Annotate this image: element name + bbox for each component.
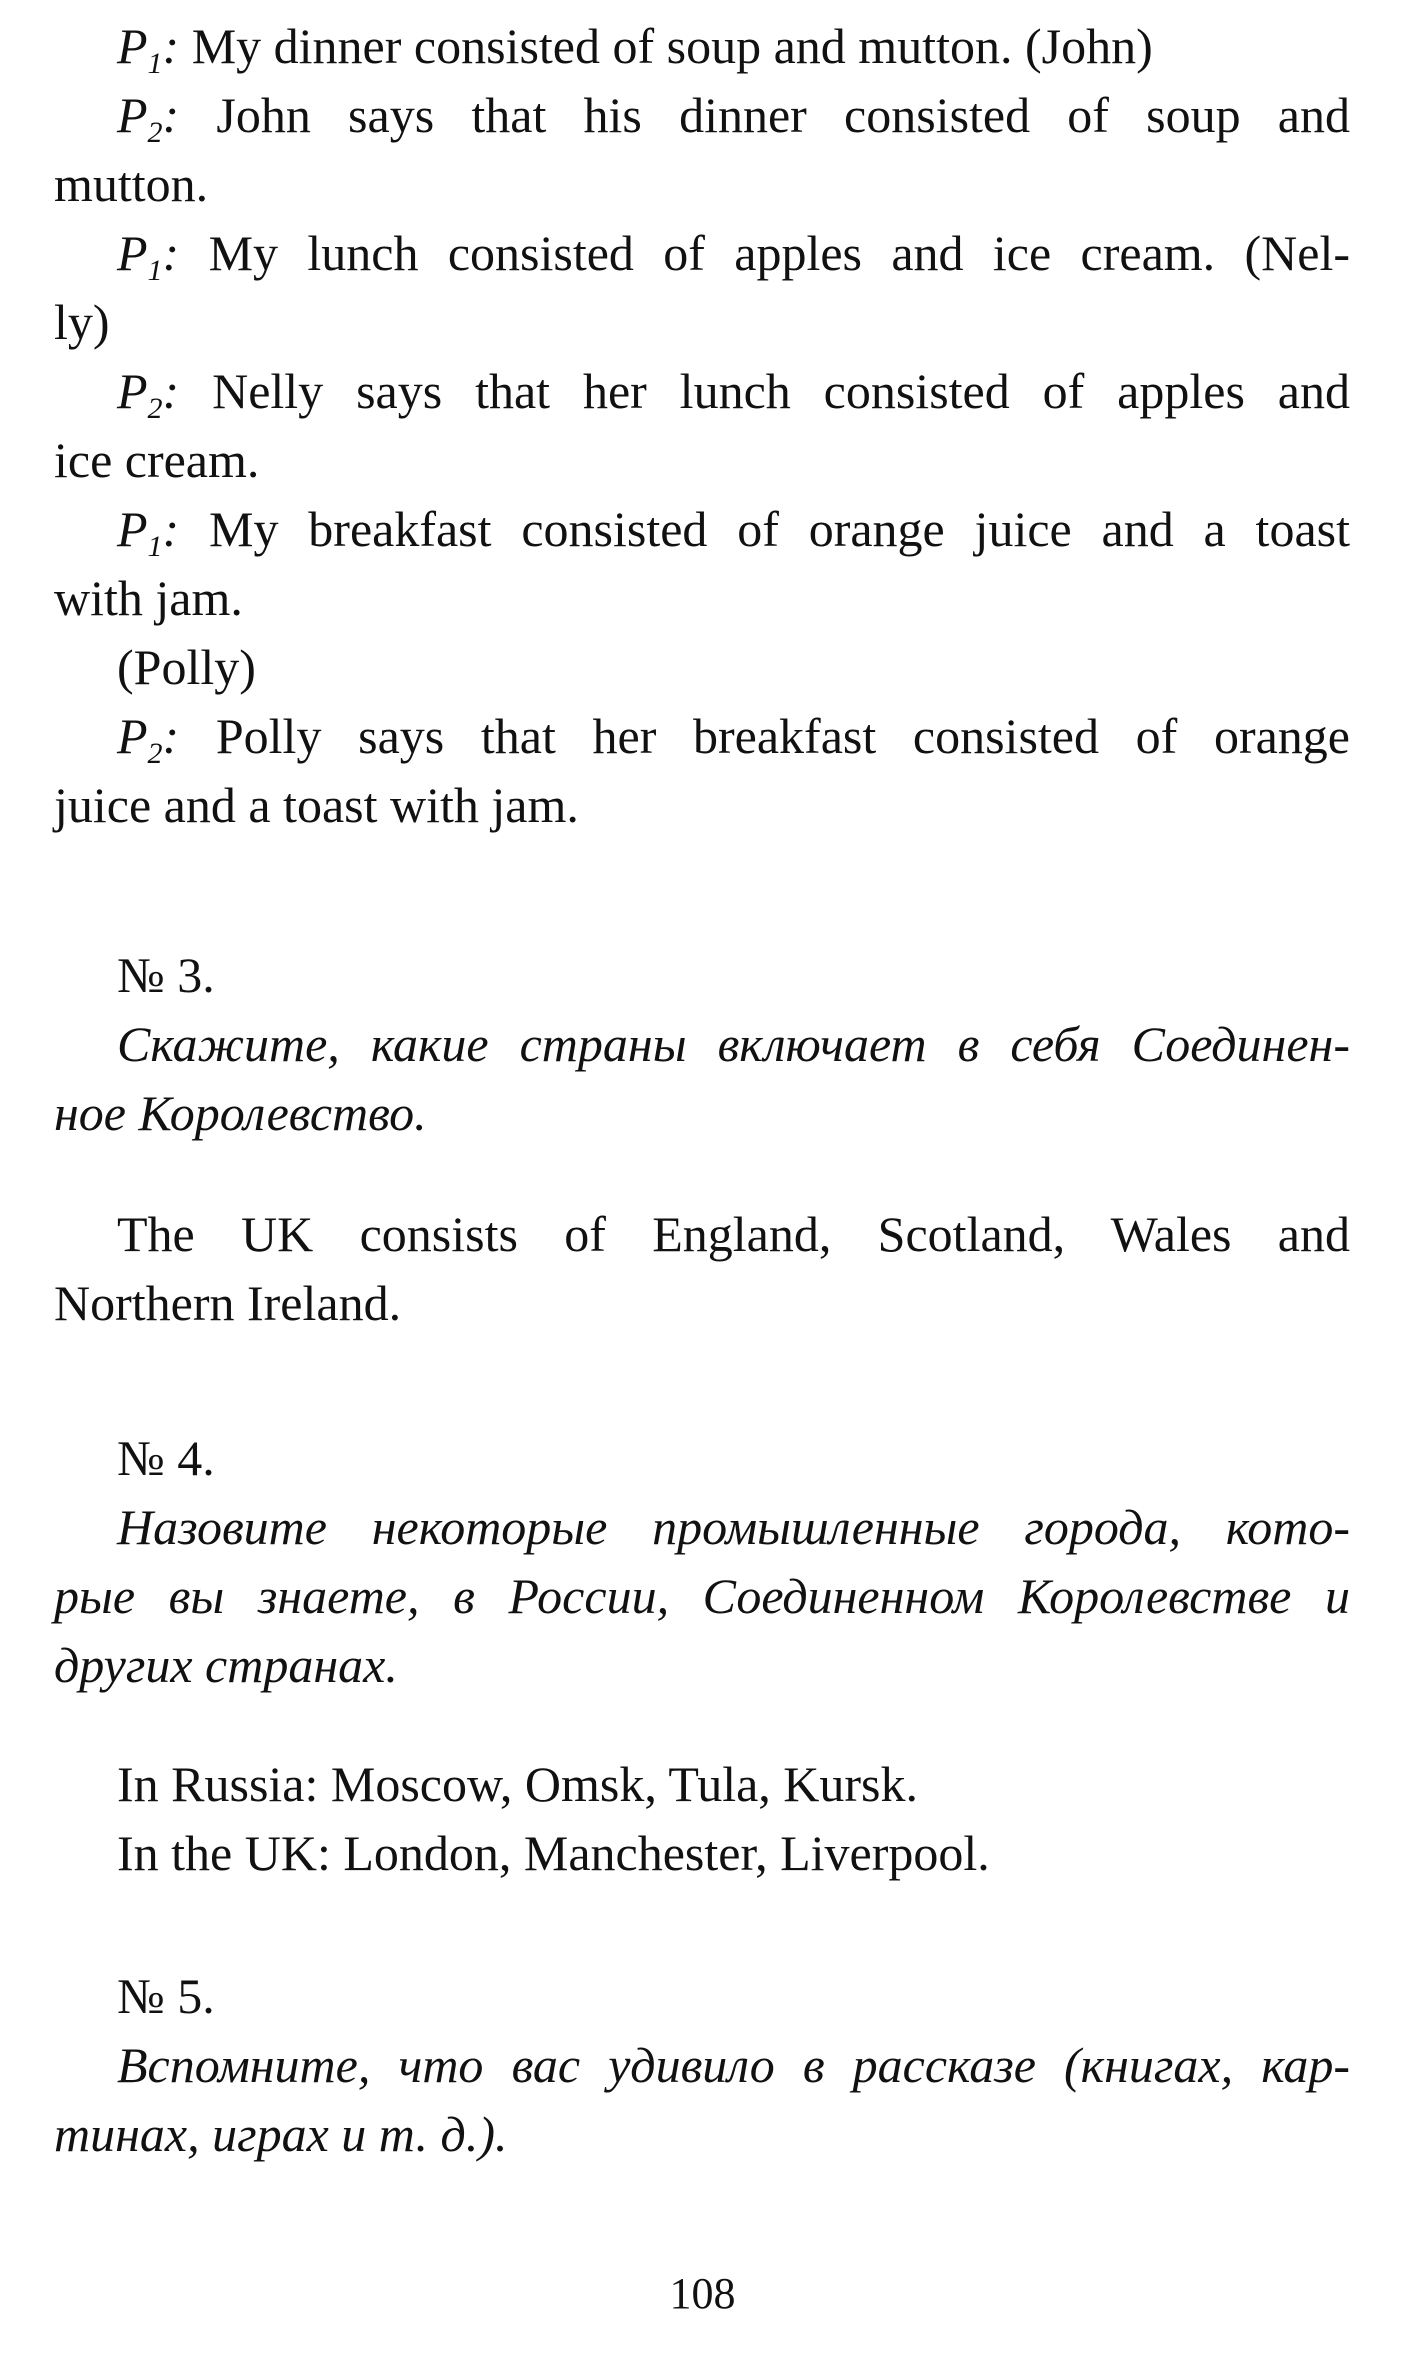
speaker-label: P	[117, 225, 148, 281]
dialogue-line: ice cream.	[54, 432, 260, 488]
speaker-colon: :	[162, 363, 213, 419]
speaker-subscript: 1	[147, 530, 163, 563]
page-number: 108	[669, 2269, 736, 2318]
dialogue-text: My lunch consisted of apples and ice cream. (Nel-	[208, 225, 1351, 281]
speaker-subscript: 1	[147, 254, 163, 287]
exercise-4-number: № 4.	[117, 1430, 215, 1486]
dialogue-line: ly)	[54, 294, 110, 350]
speaker-label: P	[117, 501, 148, 557]
answer-line: In the UK: London, Manchester, Liverpool.	[117, 1825, 990, 1881]
dialogue-line	[54, 12, 1350, 81]
task-line: других странах.	[54, 1637, 398, 1693]
speaker-colon: :	[162, 708, 216, 764]
dialogue-line	[54, 219, 1350, 288]
speaker-label: P	[117, 87, 148, 143]
speaker-colon: :	[162, 87, 217, 143]
dialogue-text: Nelly says that her lunch consisted of apples and	[212, 363, 1350, 419]
dialogue-line	[54, 702, 1350, 771]
dialogue-line: mutton.	[54, 156, 209, 212]
dialogue-line	[54, 81, 1350, 150]
task-line: Скажите, какие страны включает в себя Соединен-	[117, 1016, 1350, 1072]
task-line: Вспомните, что вас удивило в рассказе (книгах, кар-	[117, 2037, 1350, 2093]
exercise-3-number: № 3.	[117, 947, 215, 1003]
speaker-colon: :	[162, 18, 192, 74]
exercise-4-task	[54, 1493, 1350, 1700]
answer-line: Northern Ireland.	[54, 1275, 402, 1331]
speaker-colon: :	[162, 225, 209, 281]
speaker-subscript: 1	[147, 47, 163, 80]
speaker-label: P	[117, 363, 148, 419]
dialogue-line: (Polly)	[117, 639, 256, 695]
exercise-3-answer	[54, 1200, 1350, 1338]
speaker-subscript: 2	[147, 116, 163, 149]
exercise-5-task	[54, 2031, 1350, 2169]
dialogue-line: juice and a toast with jam.	[54, 777, 579, 833]
dialogue-text: John says that his dinner consisted of soup and	[216, 87, 1351, 143]
answer-line: In Russia: Moscow, Omsk, Tula, Kursk.	[117, 1756, 919, 1812]
exercise-5-number: № 5.	[117, 1968, 215, 2024]
speaker-colon: :	[162, 501, 210, 557]
task-line: ное Королевство.	[54, 1085, 427, 1141]
answer-line: The UK consists of England, Scotland, Wales and	[117, 1206, 1350, 1262]
dialogue-line: with jam.	[54, 570, 243, 626]
dialogue-line	[54, 357, 1350, 426]
dialogue-text: My breakfast consisted of orange juice and a toast	[209, 501, 1350, 557]
dialogue-block	[54, 12, 1350, 840]
task-line: рые вы знаете, в России, Соединенном Королевстве и	[54, 1568, 1350, 1624]
speaker-subscript: 2	[147, 737, 163, 770]
speaker-subscript: 2	[147, 392, 163, 425]
task-line: тинах, играх и т. д.).	[54, 2106, 508, 2162]
exercise-4-answer	[54, 1750, 1350, 1888]
dialogue-text: Polly says that her breakfast consisted of orange	[215, 708, 1350, 764]
exercise-3-task	[54, 1010, 1350, 1148]
speaker-label: P	[117, 708, 148, 764]
task-line: Назовите некоторые промышленные города, кото-	[117, 1499, 1350, 1555]
speaker-label: P	[117, 18, 148, 74]
dialogue-line	[54, 495, 1350, 564]
dialogue-text: My dinner consisted of soup and mutton. (John)	[191, 18, 1153, 74]
